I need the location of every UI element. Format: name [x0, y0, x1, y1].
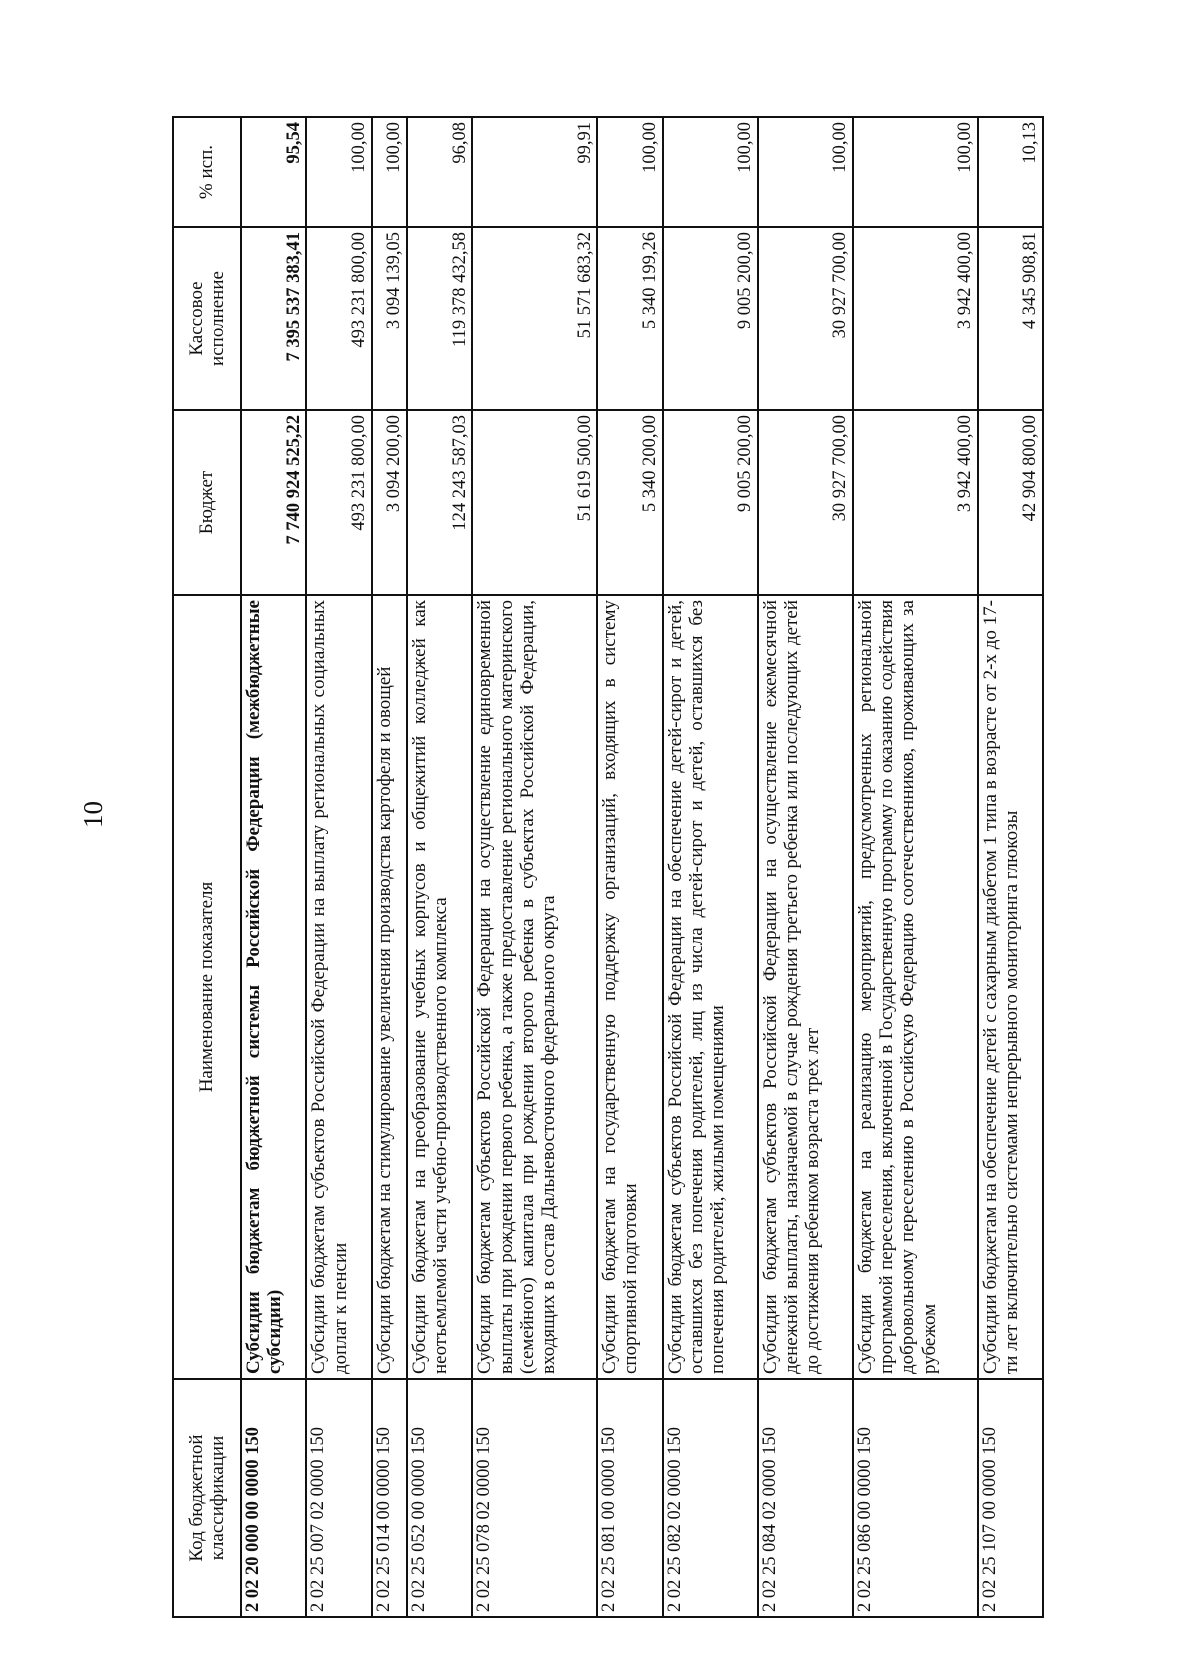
cell-budget: 493 231 800,00: [306, 410, 371, 595]
cell-name: Субсидии бюджетам на обеспечение детей с сахарным диабетом 1 типа в возрасте от 2-х до 17-ти лет включительно системами непрерывного мониторинга глюкозы: [978, 595, 1043, 1379]
cell-name: Субсидии бюджетам бюджетной системы Российской Федерации (межбюджетные субсидии): [241, 595, 306, 1379]
table-row: [758, 117, 853, 1617]
page-number: 10: [78, 801, 108, 828]
cell-code: 2 02 25 078 02 0000 150: [472, 1379, 597, 1617]
budget-table: [172, 116, 1044, 1618]
cell-budget: 42 904 800,00: [978, 410, 1043, 595]
cell-execution: 51 571 683,32: [472, 227, 597, 410]
header-name: Наименование показателя: [173, 595, 241, 1379]
cell-budget: 7 740 924 525,22: [241, 410, 306, 595]
cell-percent: 96,08: [407, 117, 472, 227]
table-header-row: [173, 117, 241, 1617]
cell-code: 2 02 25 007 02 0000 150: [306, 1379, 371, 1617]
cell-execution: 119 378 432,58: [407, 227, 472, 410]
cell-execution: 3 942 400,00: [853, 227, 978, 410]
cell-budget: 30 927 700,00: [758, 410, 853, 595]
cell-execution: 493 231 800,00: [306, 227, 371, 410]
cell-percent: 100,00: [853, 117, 978, 227]
cell-percent: 10,13: [978, 117, 1043, 227]
cell-code: 2 02 25 086 00 0000 150: [853, 1379, 978, 1617]
cell-code: 2 02 25 082 02 0000 150: [663, 1379, 758, 1617]
cell-code: 2 02 20 000 00 0000 150: [241, 1379, 306, 1617]
cell-name: Субсидии бюджетам субъектов Российской Федерации на обеспечение детей-сирот и детей, оставшихся без попечения родителей, лиц из числа детей-сирот и детей, оставшихся без попечения родителей, жилыми помещениями: [663, 595, 758, 1379]
table-row: [241, 117, 306, 1617]
table-row: [853, 117, 978, 1617]
cell-name: Субсидии бюджетам субъектов Российской Федерации на осуществление единовременной выплаты при рождении первого ребенка, а также предоставление регионального материнского (семейного) капитала при рождении второго ребенка в субъектах Российской Федерации, входящих в состав Дальневосточного федерального округа: [472, 595, 597, 1379]
cell-budget: 3 094 200,00: [372, 410, 407, 595]
cell-budget: 5 340 200,00: [597, 410, 662, 595]
cell-code: 2 02 25 081 00 0000 150: [597, 1379, 662, 1617]
cell-execution: 7 395 537 383,41: [241, 227, 306, 410]
cell-budget: 9 005 200,00: [663, 410, 758, 595]
cell-budget: 3 942 400,00: [853, 410, 978, 595]
table-row: [978, 117, 1043, 1617]
cell-percent: 95,54: [241, 117, 306, 227]
cell-execution: 3 094 139,05: [372, 227, 407, 410]
header-percent: % исп.: [173, 117, 241, 227]
header-execution: Кассовое исполнение: [173, 227, 241, 410]
cell-code: 2 02 25 107 00 0000 150: [978, 1379, 1043, 1617]
cell-name: Субсидии бюджетам на стимулирование увеличения производства картофеля и овощей: [372, 595, 407, 1379]
header-code: Код бюджетной классификации: [173, 1379, 241, 1617]
cell-name: Субсидии бюджетам субъектов Российской Федерации на выплату региональных социальных доплат к пенсии: [306, 595, 371, 1379]
cell-execution: 5 340 199,26: [597, 227, 662, 410]
cell-execution: 4 345 908,81: [978, 227, 1043, 410]
cell-code: 2 02 25 014 00 0000 150: [372, 1379, 407, 1617]
cell-code: 2 02 25 084 02 0000 150: [758, 1379, 853, 1617]
budget-table-container: [172, 118, 1044, 1618]
table-row: [663, 117, 758, 1617]
table-row: [372, 117, 407, 1617]
cell-percent: 100,00: [306, 117, 371, 227]
cell-percent: 100,00: [372, 117, 407, 227]
cell-name: Субсидии бюджетам на государственную поддержку организаций, входящих в систему спортивной подготовки: [597, 595, 662, 1379]
table-row: [407, 117, 472, 1617]
cell-percent: 99,91: [472, 117, 597, 227]
cell-code: 2 02 25 052 00 0000 150: [407, 1379, 472, 1617]
header-budget: Бюджет: [173, 410, 241, 595]
cell-percent: 100,00: [597, 117, 662, 227]
cell-percent: 100,00: [663, 117, 758, 227]
cell-execution: 30 927 700,00: [758, 227, 853, 410]
cell-name: Субсидии бюджетам на реализацию мероприятий, предусмотренных региональной программой переселения, включенной в Государственную программу по оказанию содействия добровольному переселению в Российскую Федерацию соотечественников, проживающих за рубежом: [853, 595, 978, 1379]
table-row: [306, 117, 371, 1617]
cell-budget: 124 243 587,03: [407, 410, 472, 595]
cell-percent: 100,00: [758, 117, 853, 227]
table-row: [472, 117, 597, 1617]
cell-budget: 51 619 500,00: [472, 410, 597, 595]
table-row: [597, 117, 662, 1617]
cell-name: Субсидии бюджетам на преобразование учебных корпусов и общежитий колледжей как неотъемлемой части учебно-производственного комплекса: [407, 595, 472, 1379]
cell-execution: 9 005 200,00: [663, 227, 758, 410]
cell-name: Субсидии бюджетам субъектов Российской Федерации на осуществление ежемесячной денежной выплаты, назначаемой в случае рождения третьего ребенка или последующих детей до достижения ребенком возраста трех лет: [758, 595, 853, 1379]
